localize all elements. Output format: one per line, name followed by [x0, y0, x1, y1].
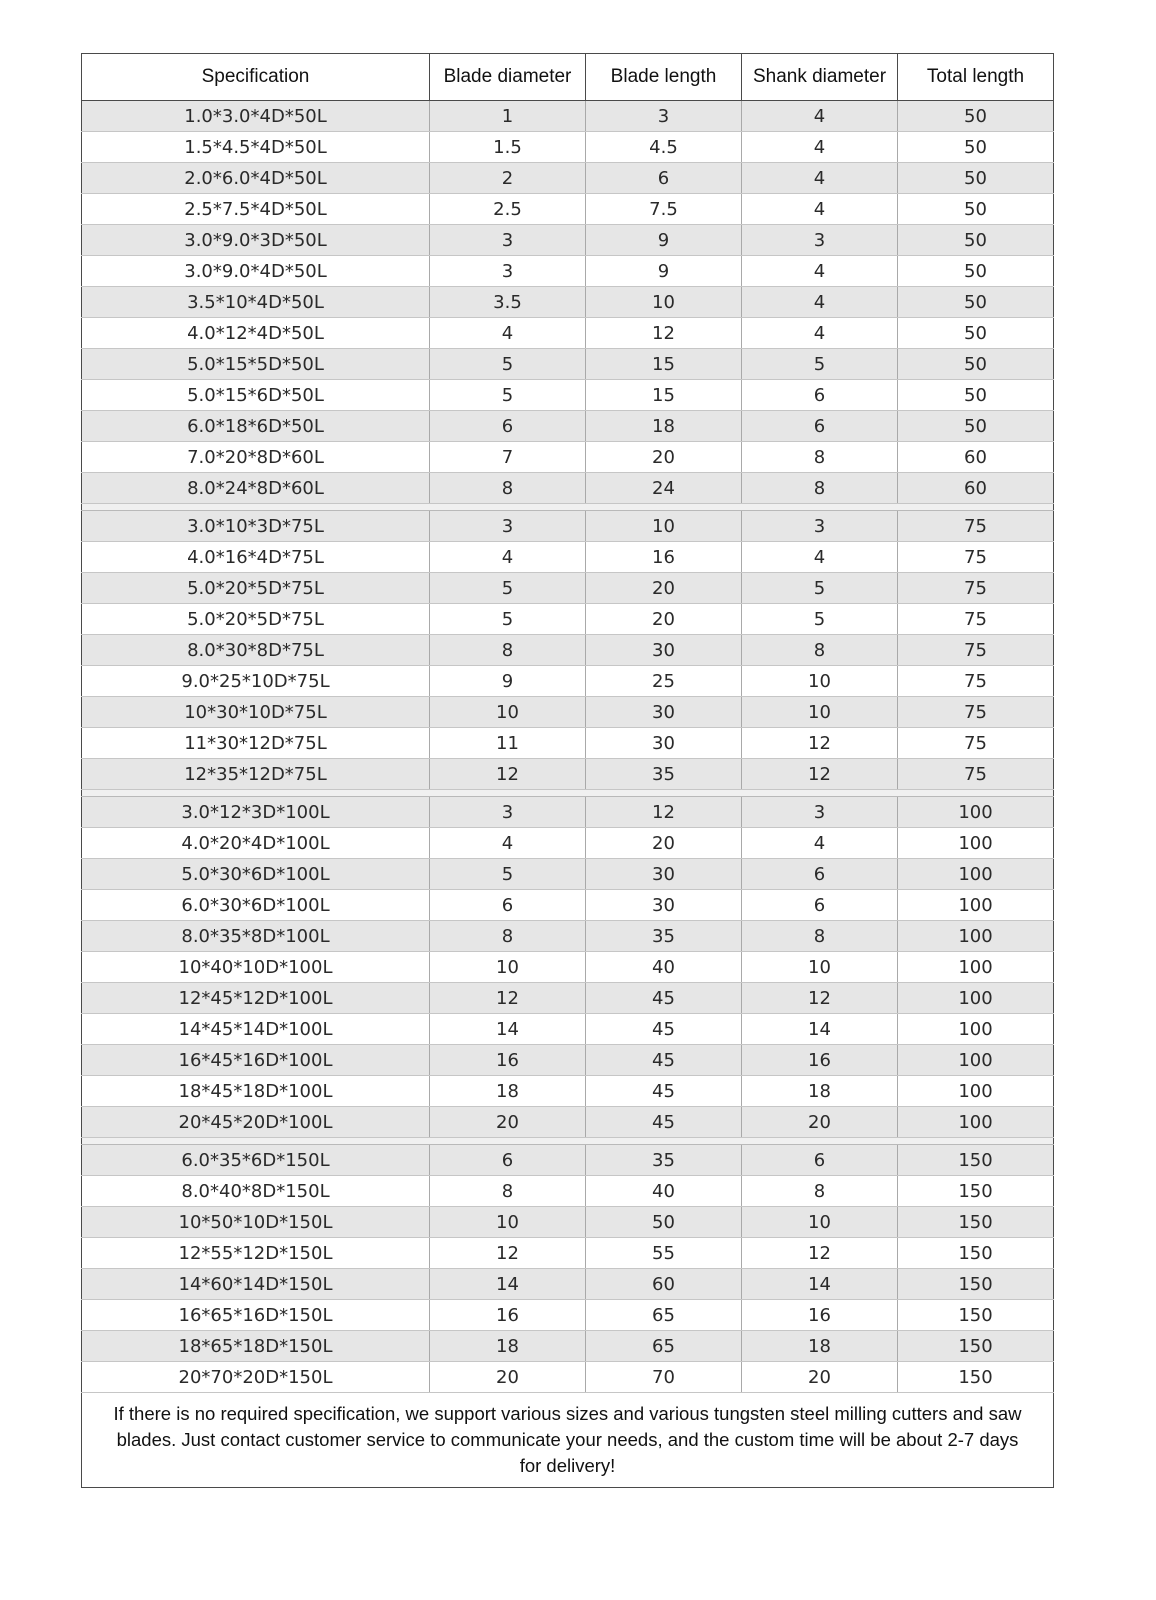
cell-total-length: 150: [898, 1238, 1054, 1269]
cell-blade-length: 35: [586, 1145, 742, 1176]
cell-blade-diameter: 2.5: [430, 194, 586, 225]
cell-shank-diameter: 4: [742, 163, 898, 194]
cell-shank-diameter: 4: [742, 132, 898, 163]
cell-total-length: 100: [898, 983, 1054, 1014]
cell-total-length: 150: [898, 1207, 1054, 1238]
cell-shank-diameter: 14: [742, 1014, 898, 1045]
table-footer: [82, 1393, 1054, 1488]
cell-specification: 6.0*35*6D*150L: [82, 1145, 430, 1176]
cell-blade-length: 55: [586, 1238, 742, 1269]
cell-shank-diameter: 10: [742, 697, 898, 728]
cell-specification: 4.0*20*4D*100L: [82, 828, 430, 859]
cell-blade-length: 45: [586, 1045, 742, 1076]
cell-specification: 14*60*14D*150L: [82, 1269, 430, 1300]
cell-specification: 3.5*10*4D*50L: [82, 287, 430, 318]
cell-specification: 4.0*16*4D*75L: [82, 542, 430, 573]
cell-blade-length: 7.5: [586, 194, 742, 225]
cell-total-length: 100: [898, 1107, 1054, 1138]
cell-specification: 12*55*12D*150L: [82, 1238, 430, 1269]
cell-total-length: 50: [898, 256, 1054, 287]
cell-specification: 6.0*30*6D*100L: [82, 890, 430, 921]
cell-blade-diameter: 18: [430, 1076, 586, 1107]
cell-specification: 16*65*16D*150L: [82, 1300, 430, 1331]
cell-total-length: 50: [898, 349, 1054, 380]
cell-specification: 3.0*9.0*4D*50L: [82, 256, 430, 287]
cell-specification: 5.0*15*5D*50L: [82, 349, 430, 380]
table-row: [82, 163, 1054, 194]
cell-blade-length: 40: [586, 1176, 742, 1207]
footer-note: If there is no required specification, we support various sizes and various tungsten steel milling cutters and saw blades. Just contact customer service to communicate your needs, and the custom time will be about 2-7 days for delivery!: [82, 1393, 1054, 1488]
cell-blade-diameter: 7: [430, 442, 586, 473]
cell-shank-diameter: 4: [742, 318, 898, 349]
cell-blade-length: 12: [586, 797, 742, 828]
cell-blade-length: 4.5: [586, 132, 742, 163]
cell-specification: 8.0*35*8D*100L: [82, 921, 430, 952]
cell-specification: 12*35*12D*75L: [82, 759, 430, 790]
group-separator-cell: [82, 504, 1054, 511]
cell-total-length: 100: [898, 828, 1054, 859]
group-separator-cell: [82, 1138, 1054, 1145]
cell-total-length: 100: [898, 921, 1054, 952]
cell-blade-length: 30: [586, 728, 742, 759]
cell-shank-diameter: 6: [742, 380, 898, 411]
header-specification: Specification: [82, 54, 430, 101]
table-row: [82, 1269, 1054, 1300]
cell-specification: 5.0*30*6D*100L: [82, 859, 430, 890]
cell-shank-diameter: 10: [742, 1207, 898, 1238]
cell-total-length: 150: [898, 1145, 1054, 1176]
cell-blade-diameter: 5: [430, 859, 586, 890]
cell-blade-length: 60: [586, 1269, 742, 1300]
cell-blade-diameter: 18: [430, 1331, 586, 1362]
table-row: [82, 1331, 1054, 1362]
table-row: [82, 573, 1054, 604]
cell-total-length: 150: [898, 1300, 1054, 1331]
cell-shank-diameter: 4: [742, 256, 898, 287]
table-row: [82, 1207, 1054, 1238]
table-row: [82, 349, 1054, 380]
table-row: [82, 635, 1054, 666]
cell-shank-diameter: 4: [742, 287, 898, 318]
cell-blade-length: 45: [586, 1076, 742, 1107]
cell-blade-diameter: 14: [430, 1014, 586, 1045]
cell-blade-length: 30: [586, 635, 742, 666]
cell-blade-length: 20: [586, 442, 742, 473]
cell-specification: 8.0*30*8D*75L: [82, 635, 430, 666]
table-row: [82, 1107, 1054, 1138]
cell-specification: 18*45*18D*100L: [82, 1076, 430, 1107]
cell-specification: 18*65*18D*150L: [82, 1331, 430, 1362]
cell-shank-diameter: 16: [742, 1300, 898, 1331]
table-row: [82, 604, 1054, 635]
cell-blade-length: 45: [586, 1107, 742, 1138]
cell-blade-length: 3: [586, 101, 742, 132]
cell-specification: 1.5*4.5*4D*50L: [82, 132, 430, 163]
cell-total-length: 150: [898, 1331, 1054, 1362]
cell-specification: 3.0*9.0*3D*50L: [82, 225, 430, 256]
table-row: [82, 759, 1054, 790]
cell-blade-diameter: 16: [430, 1045, 586, 1076]
cell-blade-diameter: 16: [430, 1300, 586, 1331]
cell-blade-length: 20: [586, 828, 742, 859]
table-header: [82, 54, 1054, 101]
cell-total-length: 50: [898, 380, 1054, 411]
cell-blade-diameter: 8: [430, 635, 586, 666]
cell-total-length: 150: [898, 1269, 1054, 1300]
cell-blade-diameter: 3: [430, 511, 586, 542]
cell-shank-diameter: 4: [742, 542, 898, 573]
table-row: [82, 1300, 1054, 1331]
cell-blade-diameter: 4: [430, 542, 586, 573]
cell-blade-diameter: 5: [430, 604, 586, 635]
cell-specification: 12*45*12D*100L: [82, 983, 430, 1014]
cell-shank-diameter: 18: [742, 1076, 898, 1107]
cell-blade-diameter: 10: [430, 697, 586, 728]
cell-blade-diameter: 10: [430, 1207, 586, 1238]
cell-total-length: 100: [898, 797, 1054, 828]
cell-specification: 10*40*10D*100L: [82, 952, 430, 983]
cell-shank-diameter: 12: [742, 759, 898, 790]
cell-blade-diameter: 8: [430, 921, 586, 952]
cell-specification: 5.0*20*5D*75L: [82, 573, 430, 604]
cell-blade-length: 65: [586, 1331, 742, 1362]
cell-total-length: 100: [898, 952, 1054, 983]
cell-specification: 1.0*3.0*4D*50L: [82, 101, 430, 132]
header-blade-diameter: Blade diameter: [430, 54, 586, 101]
cell-total-length: 75: [898, 635, 1054, 666]
cell-shank-diameter: 4: [742, 101, 898, 132]
cell-total-length: 75: [898, 666, 1054, 697]
cell-total-length: 50: [898, 411, 1054, 442]
cell-blade-diameter: 3: [430, 797, 586, 828]
table-row: [82, 890, 1054, 921]
cell-total-length: 75: [898, 759, 1054, 790]
cell-shank-diameter: 12: [742, 983, 898, 1014]
table-row: [82, 101, 1054, 132]
cell-specification: 2.5*7.5*4D*50L: [82, 194, 430, 225]
cell-blade-length: 30: [586, 697, 742, 728]
header-shank-diameter: Shank diameter: [742, 54, 898, 101]
table-row: [82, 921, 1054, 952]
cell-specification: 20*70*20D*150L: [82, 1362, 430, 1393]
cell-shank-diameter: 6: [742, 890, 898, 921]
cell-shank-diameter: 6: [742, 859, 898, 890]
cell-shank-diameter: 3: [742, 797, 898, 828]
table-row: [82, 318, 1054, 349]
cell-blade-diameter: 12: [430, 759, 586, 790]
cell-total-length: 50: [898, 318, 1054, 349]
cell-shank-diameter: 8: [742, 1176, 898, 1207]
cell-total-length: 75: [898, 573, 1054, 604]
cell-total-length: 75: [898, 511, 1054, 542]
cell-total-length: 50: [898, 225, 1054, 256]
group-separator: [82, 790, 1054, 797]
cell-shank-diameter: 14: [742, 1269, 898, 1300]
cell-blade-diameter: 4: [430, 828, 586, 859]
cell-total-length: 100: [898, 1045, 1054, 1076]
cell-specification: 9.0*25*10D*75L: [82, 666, 430, 697]
table-row: [82, 473, 1054, 504]
cell-total-length: 75: [898, 542, 1054, 573]
cell-total-length: 75: [898, 728, 1054, 759]
table-row: [82, 1076, 1054, 1107]
cell-shank-diameter: 5: [742, 349, 898, 380]
cell-blade-length: 40: [586, 952, 742, 983]
cell-shank-diameter: 20: [742, 1362, 898, 1393]
cell-blade-length: 15: [586, 380, 742, 411]
cell-blade-diameter: 1: [430, 101, 586, 132]
table-row: [82, 1014, 1054, 1045]
table-row: [82, 411, 1054, 442]
cell-blade-diameter: 12: [430, 983, 586, 1014]
cell-blade-length: 12: [586, 318, 742, 349]
cell-blade-diameter: 11: [430, 728, 586, 759]
cell-blade-length: 6: [586, 163, 742, 194]
cell-shank-diameter: 20: [742, 1107, 898, 1138]
cell-total-length: 50: [898, 287, 1054, 318]
cell-shank-diameter: 18: [742, 1331, 898, 1362]
cell-blade-diameter: 2: [430, 163, 586, 194]
cell-shank-diameter: 16: [742, 1045, 898, 1076]
cell-total-length: 50: [898, 132, 1054, 163]
cell-blade-diameter: 5: [430, 573, 586, 604]
cell-blade-diameter: 20: [430, 1107, 586, 1138]
table-row: [82, 442, 1054, 473]
table-row: [82, 797, 1054, 828]
cell-shank-diameter: 10: [742, 952, 898, 983]
table-row: [82, 380, 1054, 411]
cell-blade-diameter: 5: [430, 349, 586, 380]
cell-blade-diameter: 6: [430, 890, 586, 921]
cell-specification: 8.0*24*8D*60L: [82, 473, 430, 504]
cell-shank-diameter: 6: [742, 1145, 898, 1176]
cell-shank-diameter: 8: [742, 921, 898, 952]
cell-blade-length: 25: [586, 666, 742, 697]
cell-blade-length: 10: [586, 511, 742, 542]
table-row: [82, 828, 1054, 859]
table-row: [82, 697, 1054, 728]
cell-specification: 11*30*12D*75L: [82, 728, 430, 759]
header-row: [82, 54, 1054, 101]
cell-total-length: 100: [898, 1014, 1054, 1045]
cell-blade-length: 45: [586, 1014, 742, 1045]
table-row: [82, 225, 1054, 256]
cell-blade-diameter: 5: [430, 380, 586, 411]
table-row: [82, 1362, 1054, 1393]
cell-blade-diameter: 4: [430, 318, 586, 349]
cell-total-length: 75: [898, 697, 1054, 728]
cell-total-length: 50: [898, 101, 1054, 132]
cell-blade-diameter: 1.5: [430, 132, 586, 163]
cell-blade-length: 9: [586, 225, 742, 256]
cell-shank-diameter: 8: [742, 635, 898, 666]
cell-blade-diameter: 8: [430, 473, 586, 504]
cell-blade-length: 30: [586, 859, 742, 890]
cell-shank-diameter: 4: [742, 194, 898, 225]
table-row: [82, 1145, 1054, 1176]
cell-shank-diameter: 10: [742, 666, 898, 697]
cell-shank-diameter: 8: [742, 473, 898, 504]
cell-specification: 6.0*18*6D*50L: [82, 411, 430, 442]
table-row: [82, 952, 1054, 983]
cell-blade-length: 35: [586, 921, 742, 952]
cell-blade-diameter: 6: [430, 411, 586, 442]
header-total-length: Total length: [898, 54, 1054, 101]
cell-specification: 4.0*12*4D*50L: [82, 318, 430, 349]
cell-total-length: 50: [898, 194, 1054, 225]
table-row: [82, 287, 1054, 318]
cell-blade-diameter: 14: [430, 1269, 586, 1300]
table-row: [82, 728, 1054, 759]
table-row: [82, 1045, 1054, 1076]
cell-total-length: 150: [898, 1176, 1054, 1207]
table-row: [82, 194, 1054, 225]
cell-shank-diameter: 12: [742, 728, 898, 759]
cell-blade-diameter: 3: [430, 225, 586, 256]
cell-blade-diameter: 3.5: [430, 287, 586, 318]
cell-blade-length: 45: [586, 983, 742, 1014]
table-row: [82, 1176, 1054, 1207]
cell-blade-diameter: 9: [430, 666, 586, 697]
cell-blade-length: 9: [586, 256, 742, 287]
footer-row: [82, 1393, 1054, 1488]
cell-blade-diameter: 12: [430, 1238, 586, 1269]
cell-total-length: 60: [898, 442, 1054, 473]
cell-shank-diameter: 3: [742, 225, 898, 256]
cell-shank-diameter: 6: [742, 411, 898, 442]
cell-specification: 10*50*10D*150L: [82, 1207, 430, 1238]
group-separator: [82, 1138, 1054, 1145]
cell-total-length: 100: [898, 859, 1054, 890]
cell-shank-diameter: 12: [742, 1238, 898, 1269]
cell-shank-diameter: 3: [742, 511, 898, 542]
table-row: [82, 511, 1054, 542]
cell-blade-length: 16: [586, 542, 742, 573]
table-row: [82, 256, 1054, 287]
cell-blade-length: 18: [586, 411, 742, 442]
cell-total-length: 60: [898, 473, 1054, 504]
table-row: [82, 859, 1054, 890]
cell-blade-diameter: 20: [430, 1362, 586, 1393]
cell-shank-diameter: 8: [742, 442, 898, 473]
table-row: [82, 666, 1054, 697]
group-separator-cell: [82, 790, 1054, 797]
cell-shank-diameter: 5: [742, 573, 898, 604]
table-row: [82, 1238, 1054, 1269]
cell-shank-diameter: 5: [742, 604, 898, 635]
cell-total-length: 100: [898, 890, 1054, 921]
table-row: [82, 132, 1054, 163]
cell-blade-length: 35: [586, 759, 742, 790]
cell-blade-diameter: 10: [430, 952, 586, 983]
specification-table: [81, 53, 1054, 1488]
cell-blade-length: 50: [586, 1207, 742, 1238]
cell-blade-length: 30: [586, 890, 742, 921]
cell-specification: 2.0*6.0*4D*50L: [82, 163, 430, 194]
cell-specification: 8.0*40*8D*150L: [82, 1176, 430, 1207]
cell-specification: 7.0*20*8D*60L: [82, 442, 430, 473]
table-row: [82, 542, 1054, 573]
cell-total-length: 150: [898, 1362, 1054, 1393]
table-body: [82, 101, 1054, 1393]
cell-total-length: 50: [898, 163, 1054, 194]
cell-specification: 14*45*14D*100L: [82, 1014, 430, 1045]
cell-specification: 16*45*16D*100L: [82, 1045, 430, 1076]
group-separator: [82, 504, 1054, 511]
cell-blade-diameter: 3: [430, 256, 586, 287]
cell-specification: 3.0*10*3D*75L: [82, 511, 430, 542]
cell-blade-diameter: 6: [430, 1145, 586, 1176]
cell-blade-length: 15: [586, 349, 742, 380]
cell-total-length: 75: [898, 604, 1054, 635]
cell-total-length: 100: [898, 1076, 1054, 1107]
cell-specification: 5.0*20*5D*75L: [82, 604, 430, 635]
cell-blade-length: 20: [586, 604, 742, 635]
cell-blade-length: 70: [586, 1362, 742, 1393]
cell-specification: 10*30*10D*75L: [82, 697, 430, 728]
cell-blade-length: 20: [586, 573, 742, 604]
cell-blade-length: 10: [586, 287, 742, 318]
cell-blade-length: 24: [586, 473, 742, 504]
cell-specification: 20*45*20D*100L: [82, 1107, 430, 1138]
header-blade-length: Blade length: [586, 54, 742, 101]
table-row: [82, 983, 1054, 1014]
cell-specification: 3.0*12*3D*100L: [82, 797, 430, 828]
cell-blade-diameter: 8: [430, 1176, 586, 1207]
cell-specification: 5.0*15*6D*50L: [82, 380, 430, 411]
cell-blade-length: 65: [586, 1300, 742, 1331]
cell-shank-diameter: 4: [742, 828, 898, 859]
